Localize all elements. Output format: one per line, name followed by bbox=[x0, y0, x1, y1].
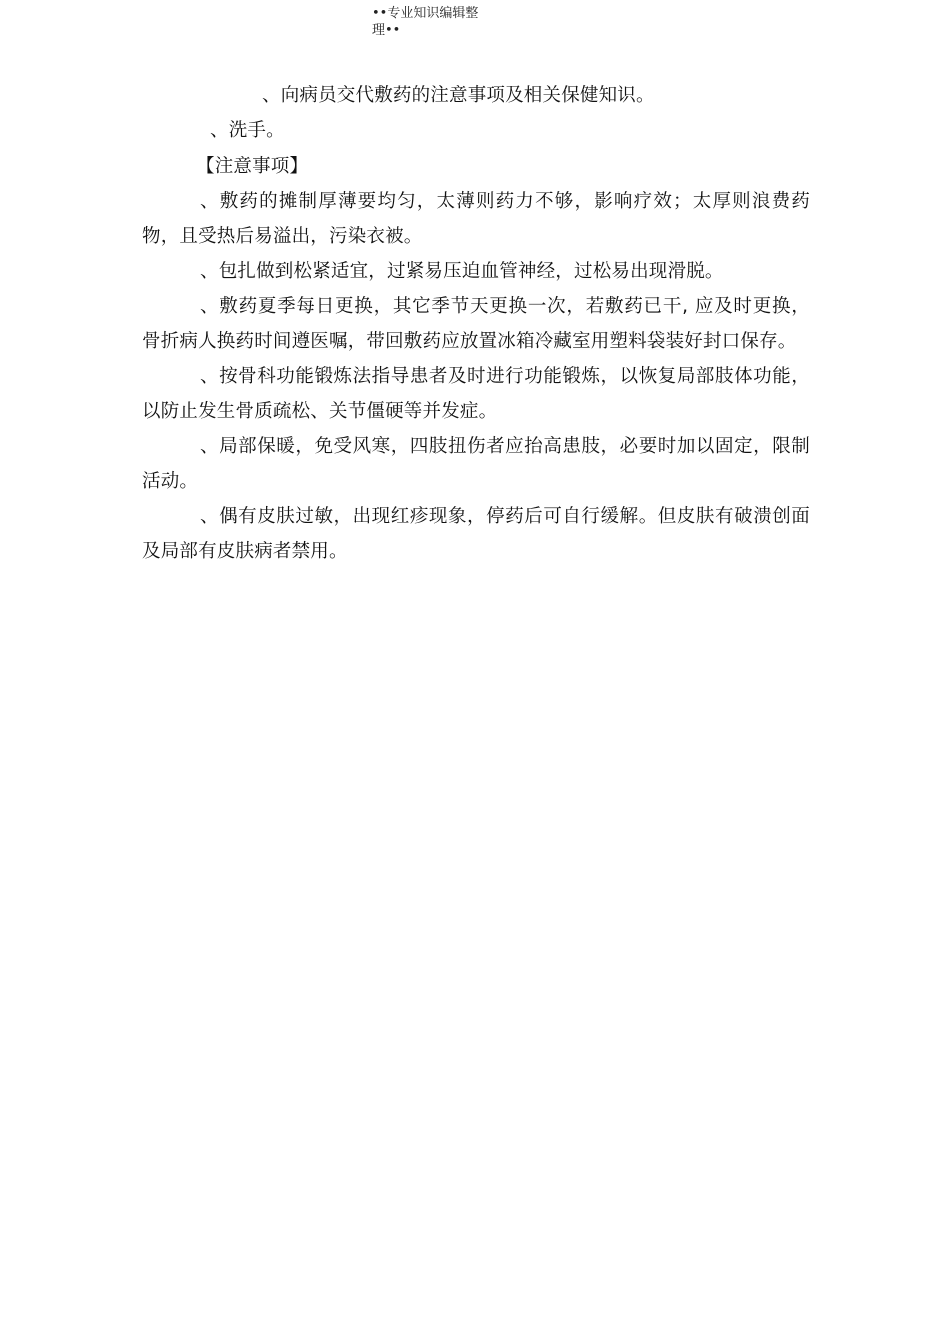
header-line-2: 理•• bbox=[372, 23, 401, 38]
note-paragraph-5: 、局部保暖，免受风寒，四肢扭伤者应抬高患肢，必要时加以固定，限制活动。 bbox=[142, 436, 810, 492]
step-paragraph-explain: 、向病员交代敷药的注意事项及相关保健知识。 bbox=[262, 85, 655, 106]
header-line-1: ••专业知识编辑整 bbox=[372, 6, 479, 21]
step-paragraph-wash-hands: 、洗手。 bbox=[210, 120, 285, 141]
section-heading-notes: 【注意事项】 bbox=[196, 156, 309, 177]
page-header bbox=[372, 5, 484, 39]
note-paragraph-6: 、偶有皮肤过敏，出现红疹现象，停药后可自行缓解。但皮肤有破溃创面及局部有皮肤病者禁用。 bbox=[142, 506, 810, 562]
note-paragraph-2: 、包扎做到松紧适宜，过紧易压迫血管神经，过松易出现滑脱。 bbox=[200, 261, 724, 282]
document-body bbox=[142, 78, 810, 569]
note-paragraph-1: 、敷药的摊制厚薄要均匀，太薄则药力不够，影响疗效；太厚则浪费药物，且受热后易溢出，污染衣被。 bbox=[142, 191, 810, 247]
note-paragraph-3: 、敷药夏季每日更换，其它季节天更换一次，若敷药已干, 应及时更换，骨折病人换药时间遵医嘱，带回敷药应放置冰箱冷藏室用塑料袋装好封口保存。 bbox=[142, 296, 810, 352]
note-paragraph-4: 、按骨科功能锻炼法指导患者及时进行功能锻炼，以恢复局部肢体功能，以防止发生骨质疏松、关节僵硬等并发症。 bbox=[142, 366, 810, 422]
